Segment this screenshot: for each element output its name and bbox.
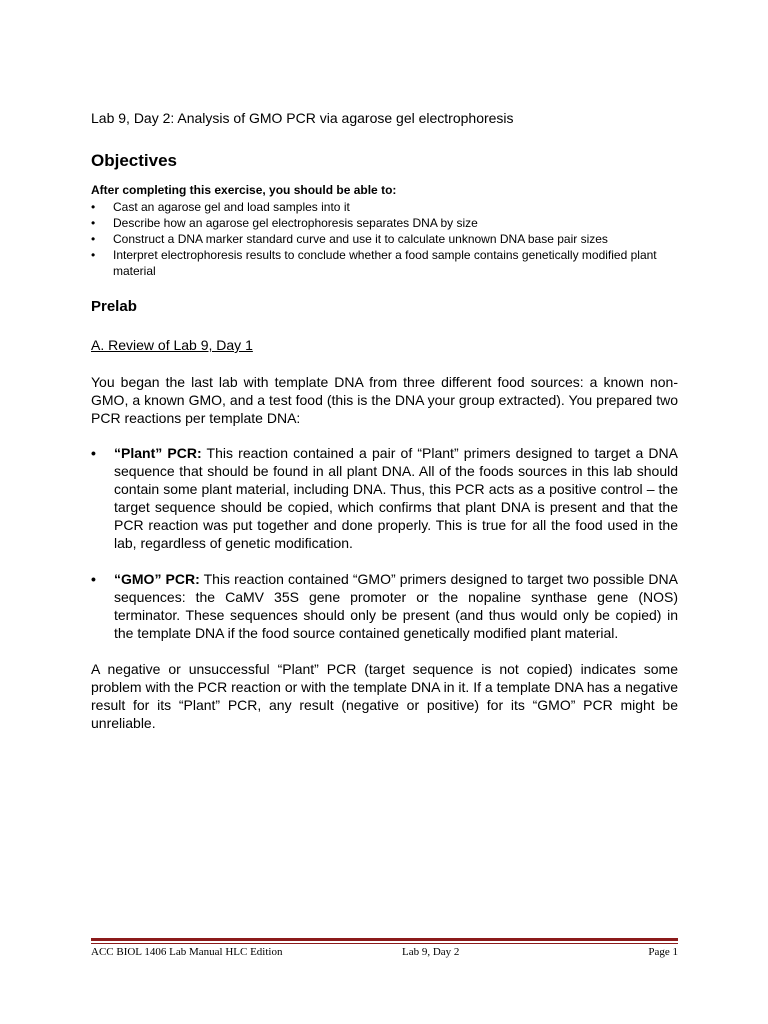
intro-paragraph: You began the last lab with template DNA from three different food sources: a known non-GMO, a known GMO, and a test food (this is the DNA your group extracted). You prepared two PCR reactions per template DNA: [91,374,678,426]
footer-section: Lab 9, Day 2 [402,946,460,958]
reaction-description: This reaction contained a pair of “Plant” primers designed to target a DNA sequence that should be found in all plant DNA. All of the foods sources in this lab should contain some plant material, including DNA. Thus, this PCR acts as a positive control – the target sequence should be copied, which confirms that plant DNA is present and that the PCR reaction was put together and done properly. This is true for all the food used in the lab, regardless of genetic modification. [114,445,678,551]
objective-text: Describe how an agarose gel electrophoresis separates DNA by size [113,216,478,230]
objective-item [91,215,678,231]
reaction-description: This reaction contained “GMO” primers designed to target two possible DNA sequences: the CaMV 35S gene promoter or the nopaline synthase gene (NOS) terminator. These sequences should only be present (and thus would only be copied) in the template DNA if the food source contained genetically modified plant material. [114,571,678,641]
section-a-heading: A. Review of Lab 9, Day 1 [91,337,253,353]
page-footer [91,946,678,962]
footer-rule-thin [91,943,678,944]
footer-rule [91,938,678,941]
footer-page-number: Page 1 [648,946,678,958]
pcr-reactions-list [91,444,678,642]
document-title: Lab 9, Day 2: Analysis of GMO PCR via agarose gel electrophoresis [91,110,514,126]
objectives-heading: Objectives [91,151,177,170]
bullet-icon: • [91,445,96,461]
closing-paragraph: A negative or unsuccessful “Plant” PCR (target sequence is not copied) indicates some problem with the PCR reaction or with the template DNA in it. If a template DNA has a negative result for its “Plant” PCR, any result (negative or positive) for its “GMO” PCR might be unreliable. [91,661,678,731]
objectives-list [91,199,678,279]
bullet-icon: • [91,216,96,230]
bullet-icon: • [91,200,96,214]
pcr-reaction-item [91,570,678,642]
objective-item [91,199,678,215]
bullet-icon: • [91,232,96,246]
reaction-label: “GMO” PCR: [114,571,200,587]
pcr-reaction-item [91,444,678,552]
objective-text: Cast an agarose gel and load samples into it [113,200,350,214]
page-content [91,108,678,732]
objective-item [91,247,678,279]
objective-text: Construct a DNA marker standard curve and use it to calculate unknown DNA base pair sizes [113,232,608,246]
bullet-icon: • [91,248,96,262]
prelab-heading: Prelab [91,298,137,315]
objectives-intro: After completing this exercise, you should be able to: [91,183,397,197]
footer-manual-title: ACC BIOL 1406 Lab Manual HLC Edition [91,946,283,958]
bullet-icon: • [91,571,96,587]
objective-item [91,231,678,247]
reaction-label: “Plant” PCR: [114,445,202,461]
objective-text: Interpret electrophoresis results to conclude whether a food sample contains genetically modified plant material [113,248,657,278]
